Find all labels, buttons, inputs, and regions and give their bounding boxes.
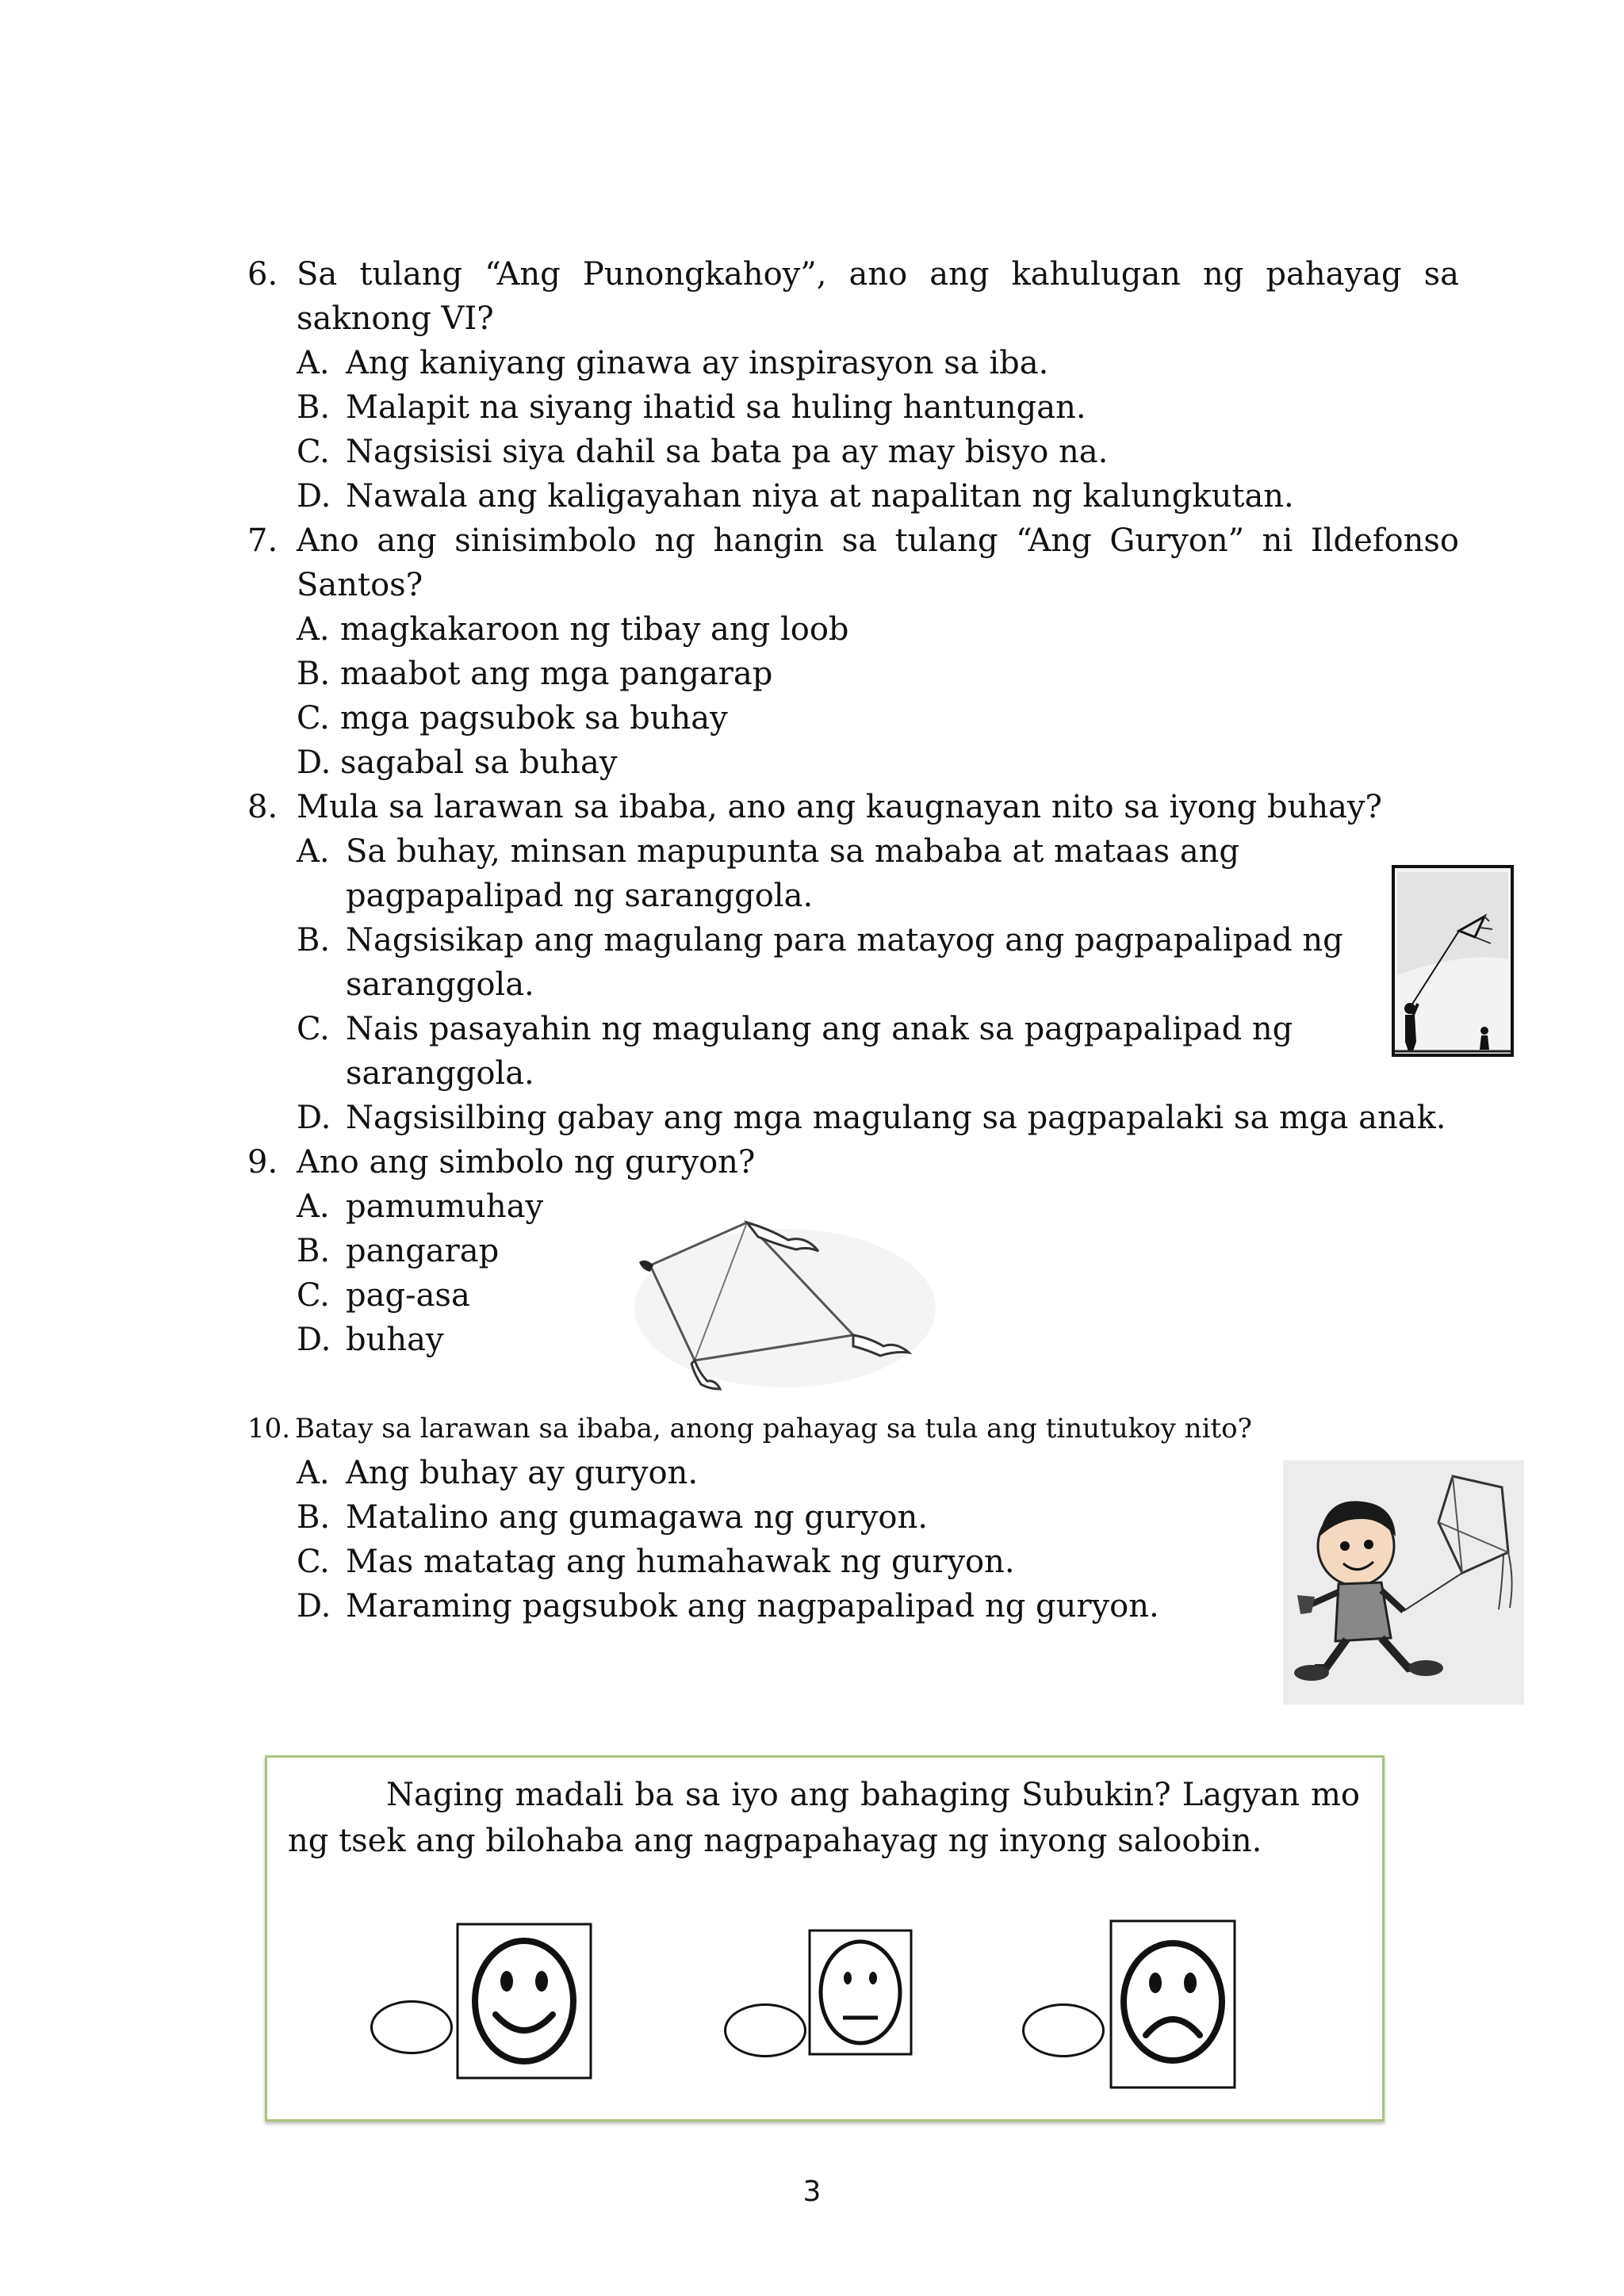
option-letter: A.	[297, 1455, 330, 1491]
option-text: Ang buhay ay guryon.	[346, 1455, 699, 1491]
option-letter: C.	[297, 1544, 330, 1580]
option-letter: C.	[297, 1277, 330, 1314]
option-text: mga pagsubok sa buhay	[340, 700, 728, 737]
sad-choice-oval[interactable]	[1022, 2003, 1105, 2057]
option-letter: B.	[297, 389, 331, 426]
option-letter: D.	[297, 744, 331, 781]
option-text: Mas matatag ang humahawak ng guryon.	[346, 1544, 1015, 1580]
option-text: Sa buhay, minsan mapupunta sa mababa at mataas ang pagpapalipad ng saranggola.	[346, 833, 1240, 914]
happy-face-icon	[456, 1923, 592, 2083]
option-letter: C.	[297, 434, 330, 470]
option-text: Nawala ang kaligayahan niya at napalitan ng kalungkutan.	[346, 478, 1294, 515]
option-letter: C.	[297, 700, 330, 737]
kite-flying-illustration	[1391, 864, 1515, 1061]
option-text: magkakaroon ng tibay ang loob	[340, 611, 849, 648]
option-text: Maraming pagsubok ang nagpapalipad ng guryon.	[346, 1588, 1159, 1624]
neutral-choice-oval[interactable]	[724, 2003, 806, 2057]
option-letter: B.	[297, 922, 331, 959]
question-text: Mula sa larawan sa ibaba, ano ang kaugnayan nito sa iyong buhay?	[297, 789, 1382, 825]
option-text: maabot ang mga pangarap	[340, 656, 773, 692]
option-text: pamumuhay	[346, 1188, 544, 1225]
option-letter: C.	[297, 1011, 330, 1047]
happy-choice-oval[interactable]	[370, 2000, 453, 2054]
option-letter: B.	[297, 1233, 331, 1269]
question-text: Sa tulang “Ang Punongkahoy”, ano ang kahulugan ng pahayag sa saknong VI?	[297, 256, 1459, 337]
option-letter: A.	[297, 611, 330, 648]
option-text: Nagsisikap ang magulang para matayog ang pagpapalipad ng saranggola.	[346, 922, 1343, 1003]
option-letter: A.	[297, 833, 330, 870]
option-letter: D.	[297, 1588, 331, 1624]
option-letter: A.	[297, 345, 330, 381]
option-text: Matalino ang gumagawa ng guryon.	[346, 1499, 928, 1536]
question-text: Batay sa larawan sa ibaba, anong pahayag sa tula ang tinutukoy nito?	[295, 1413, 1252, 1445]
option-text: Nais pasayahin ng magulang ang anak sa pagpapalipad ng saranggola.	[346, 1011, 1293, 1092]
guryon-kite-sketch	[619, 1205, 952, 1399]
option-text: Nagsisilbing gabay ang mga magulang sa pagpapalaki sa mga anak.	[346, 1100, 1446, 1136]
option-text: sagabal sa buhay	[340, 744, 618, 781]
question-text: Ano ang sinisimbolo ng hangin sa tulang “Ang Guryon” ni Ildefonso Santos?	[297, 522, 1459, 603]
option-letter: D.	[297, 478, 331, 515]
question-number: 9.	[247, 1144, 278, 1181]
question-text: Ano ang simbolo ng guryon?	[297, 1144, 756, 1181]
neutral-face-icon	[808, 1929, 913, 2059]
option-text: Ang kaniyang ginawa ay inspirasyon sa iba.	[346, 345, 1049, 381]
option-text: pag-asa	[346, 1277, 470, 1314]
boy-with-kite-illustration	[1283, 1460, 1524, 1708]
option-text: Nagsisisi siya dahil sa bata pa ay may bisyo na.	[346, 434, 1109, 470]
question-number: 6.	[247, 256, 278, 293]
page-number: 3	[802, 2175, 822, 2208]
option-letter: D.	[297, 1322, 331, 1358]
option-letter: D.	[297, 1100, 331, 1136]
question-number: 8.	[247, 789, 278, 825]
option-text: Malapit na siyang ihatid sa huling hantungan.	[346, 389, 1086, 426]
option-text: buhay	[346, 1322, 444, 1358]
feedback-box	[265, 1755, 1385, 2122]
option-letter: B.	[297, 656, 331, 692]
question-number: 10.	[247, 1413, 291, 1445]
option-text: pangarap	[346, 1233, 500, 1269]
question-number: 7.	[247, 522, 278, 559]
option-letter: B.	[297, 1499, 331, 1536]
feedback-prompt: Naging madali ba sa iyo ang bahaging Subukin? Lagyan mo ng tsek ang bilohaba ang nagpapahayag ng inyong saloobin.	[288, 1777, 1360, 1859]
option-letter: A.	[297, 1188, 330, 1225]
sad-face-icon	[1109, 1919, 1236, 2092]
